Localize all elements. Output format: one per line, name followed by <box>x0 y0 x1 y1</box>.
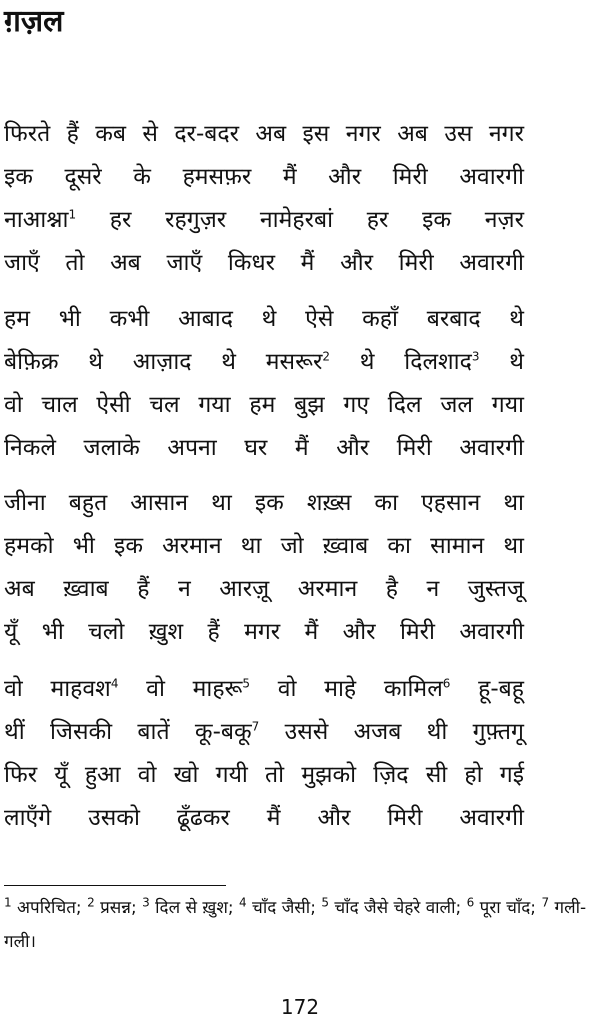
footnote-marker: 2 <box>322 349 330 364</box>
footnote-number: 3 <box>142 895 150 910</box>
verse-text: नाआश्ना <box>4 207 69 233</box>
verse-text: हर रहगुज़र नामेहरबां हर इक नज़र <box>76 207 524 233</box>
verse-text: बेफ़िक्र थे आज़ाद थे मसरूर <box>4 349 323 375</box>
verse-line: जाएँ तो अब जाएँ किधर मैं और मिरी अवारगी <box>4 250 524 276</box>
footnote <box>4 895 88 918</box>
footnote-text: पूरा चाँद; <box>474 898 542 918</box>
verse-line: निकले जलाके अपना घर मैं और मिरी अवारगी <box>4 435 524 461</box>
footnote-number: 1 <box>4 895 12 910</box>
stanza-1 <box>4 113 524 285</box>
verse-text: थे दिलशाद <box>330 349 472 375</box>
footnote-text: चाँद जैसी; <box>246 898 322 918</box>
footnote-text: अपरिचित; <box>11 898 88 918</box>
page-title: ग़ज़ल <box>4 4 64 39</box>
footnote-number: 7 <box>541 895 550 910</box>
footnote-number: 4 <box>239 895 247 910</box>
footnote <box>321 895 467 918</box>
verse-line <box>4 341 524 384</box>
footnote-text: चाँद जैसे चेहरे वाली; <box>328 898 467 918</box>
footnote-marker: 1 <box>68 207 77 222</box>
footnote <box>239 895 322 918</box>
footnotes <box>4 891 594 959</box>
footnote <box>466 895 542 918</box>
footnote-number: 5 <box>321 895 329 910</box>
footnote-divider <box>4 885 226 886</box>
footnote-marker: 5 <box>242 676 251 691</box>
footnote-number: 2 <box>87 895 95 910</box>
footnote-marker: 7 <box>251 719 260 734</box>
footnote-number: 6 <box>466 895 475 910</box>
verse-line <box>4 199 524 242</box>
stanza-2 <box>4 298 524 470</box>
verse-text: वो माहवश <box>4 676 111 702</box>
footnote <box>87 895 143 918</box>
verse-line: हम भी कभी आबाद थे ऐसे कहाँ बरबाद थे <box>4 306 524 332</box>
stanza-4 <box>4 668 524 840</box>
footnote-marker: 4 <box>110 676 119 691</box>
footnote <box>142 895 240 918</box>
stanza-3 <box>4 482 524 654</box>
verse-line: फिरते हैं कब से दर-बदर अब इस नगर अब उस नगर <box>4 121 524 147</box>
footnote-text: दिल से ख़ुश; <box>149 898 240 918</box>
verse-line: यूँ भी चलो ख़ुश हैं मगर मैं और मिरी अवारगी <box>4 619 524 645</box>
footnote-marker: 6 <box>442 676 451 691</box>
verse-text: उससे अजब थी गुफ़्तगू <box>259 719 524 745</box>
verse-line: फिर यूँ हुआ वो खो गयी तो मुझको ज़िद सी हो गई <box>4 762 524 788</box>
footnote-text: गली-गली। <box>4 898 587 952</box>
verse-line: इक दूसरे के हमसफ़र मैं और मिरी अवारगी <box>4 164 524 190</box>
verse-line <box>4 668 524 711</box>
verse-line: जीना बहुत आसान था इक शख़्स का एहसान था <box>4 490 524 516</box>
verse-line: अब ख़्वाब हैं न आरज़ू अरमान है न जुस्तजू <box>4 576 524 602</box>
footnote-marker: 3 <box>471 349 480 364</box>
verse-line: हमको भी इक अरमान था जो ख़्वाब का सामान था <box>4 533 524 559</box>
verse-line: वो चाल ऐसी चल गया हम बुझ गए दिल जल गया <box>4 392 524 418</box>
verse-line: लाएँगे उसको ढूँढकर मैं और मिरी अवारगी <box>4 805 524 831</box>
verse-text: थे <box>479 349 524 375</box>
page-number: 172 <box>280 995 320 1019</box>
verse-line <box>4 711 524 754</box>
verse-text: थीं जिसकी बातें कू-बकू <box>4 719 252 745</box>
footnote-text: प्रसन्न; <box>94 898 143 918</box>
verse-text: वो माहे कामिल <box>250 676 443 702</box>
verse-text: वो माहरू <box>118 676 243 702</box>
verse-text: हू-बहू <box>450 676 525 702</box>
